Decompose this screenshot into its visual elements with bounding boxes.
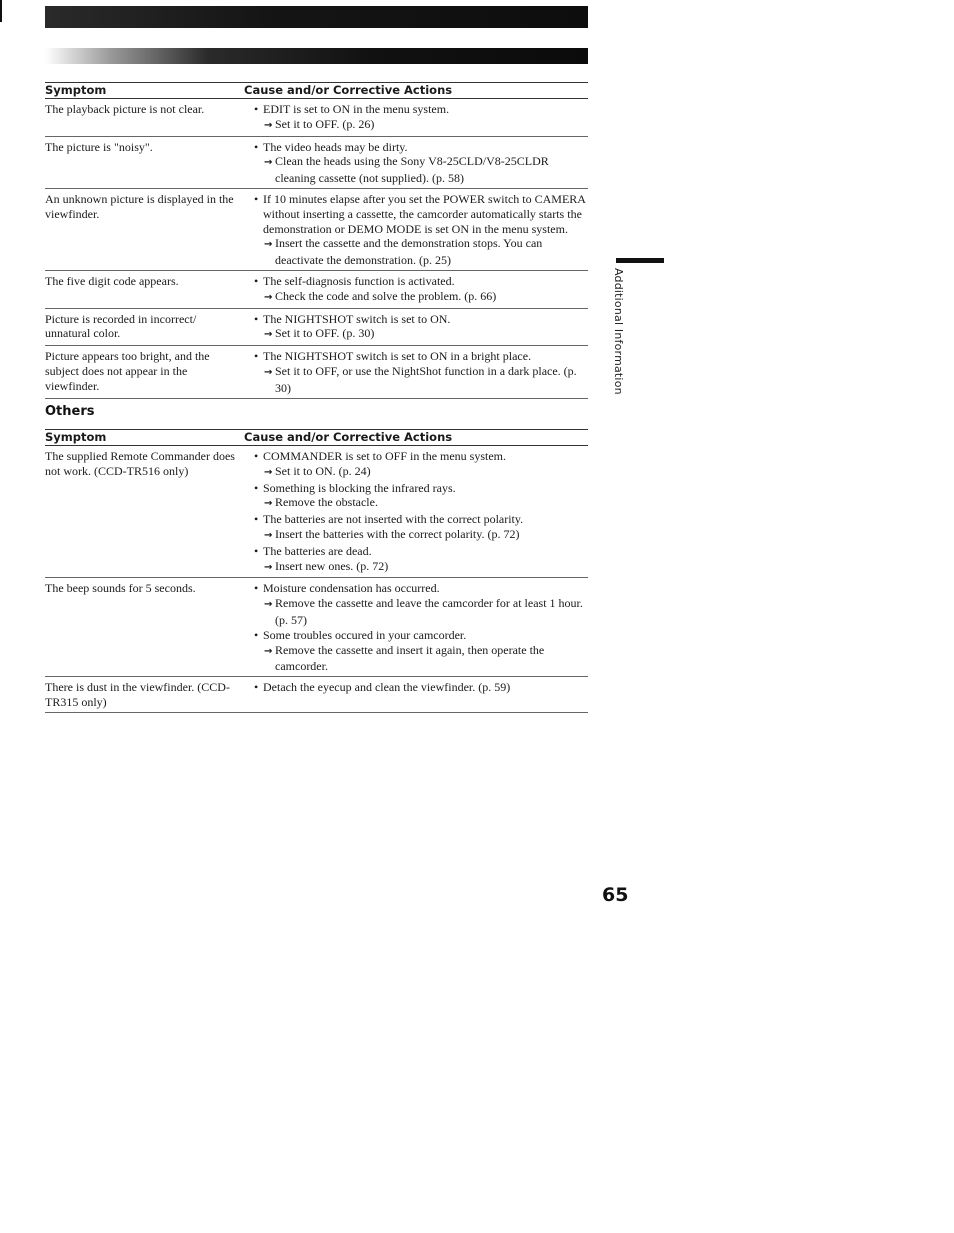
symptom-header: Symptom xyxy=(45,430,244,446)
table-row xyxy=(45,677,588,713)
troubleshooting-table-picture xyxy=(45,82,588,399)
header-sub-banner xyxy=(45,48,588,64)
cause-item xyxy=(254,312,588,327)
cause-text: EDIT is set to ON in the menu system. xyxy=(263,102,450,116)
table-row xyxy=(45,578,588,677)
action-text: Insert the cassette and the demonstration stops. You can deactivate the demonstration. (p. 25) xyxy=(275,236,543,268)
cause-item xyxy=(254,102,588,117)
table-row xyxy=(45,346,588,398)
symptom-header: Symptom xyxy=(45,83,244,99)
cause-list xyxy=(244,102,588,134)
cause-text: Something is blocking the infrared rays. xyxy=(263,480,456,495)
symptom-cell: The picture is "noisy". xyxy=(45,136,244,188)
cause-text: The NIGHTSHOT switch is set to ON. xyxy=(263,311,451,326)
action-text: Insert the batteries with the correct polarity. (p. 72) xyxy=(275,526,520,541)
side-tab-marker xyxy=(616,258,664,263)
section-title-others: Others xyxy=(45,404,95,419)
cause-cell xyxy=(244,136,588,188)
action-text: Set it to OFF. (p. 30) xyxy=(275,326,375,341)
cause-item xyxy=(254,449,588,464)
table-header-row xyxy=(45,83,588,99)
action-text: Clean the heads using the Sony V8-25CLD/V8-25CLDR cleaning cassette (not supplied). (p. 58) xyxy=(275,154,549,186)
symptom-cell: Picture is recorded in incorrect/ unnatural color. xyxy=(45,308,244,346)
action-text: Set it to ON. (p. 24) xyxy=(275,463,371,478)
cause-text: The batteries are dead. xyxy=(263,543,372,558)
cause-list xyxy=(244,581,588,674)
cause-header: Cause and/or Corrective Actions xyxy=(244,83,588,99)
cause-text: The NIGHTSHOT switch is set to ON in a bright place. xyxy=(263,349,532,364)
corrective-action-item xyxy=(254,117,588,134)
cause-item xyxy=(254,512,588,527)
side-tab-label: Additional Information xyxy=(612,268,625,395)
cause-list xyxy=(244,680,588,695)
cause-item xyxy=(254,628,588,643)
cause-list xyxy=(244,349,588,395)
cause-list xyxy=(244,449,588,575)
troubleshooting-table-others xyxy=(45,429,588,713)
page-number: 65 xyxy=(602,884,629,906)
cause-text: Some troubles occured in your camcorder. xyxy=(263,627,467,642)
corrective-action-item xyxy=(254,289,588,306)
cause-item xyxy=(254,192,588,236)
cause-text: COMMANDER is set to OFF in the menu system. xyxy=(263,449,507,463)
cause-header: Cause and/or Corrective Actions xyxy=(244,430,588,446)
cause-item xyxy=(254,544,588,559)
table-header-row xyxy=(45,430,588,446)
corrective-action-item xyxy=(254,464,588,481)
cause-item xyxy=(254,349,588,364)
action-text: Remove the cassette and insert it again, then operate the camcorder. xyxy=(275,642,545,674)
symptom-cell: Picture appears too bright, and the subject does not appear in the viewfinder. xyxy=(45,346,244,398)
cause-cell xyxy=(244,308,588,346)
symptom-cell: There is dust in the viewfinder. (CCD-TR315 only) xyxy=(45,677,244,713)
corrective-action-item xyxy=(254,236,588,268)
cause-cell xyxy=(244,346,588,398)
corrective-action-item xyxy=(254,364,588,396)
symptom-cell: The playback picture is not clear. xyxy=(45,99,244,137)
corrective-action-item xyxy=(254,495,588,512)
corrective-action-item xyxy=(254,596,588,628)
corrective-action-item xyxy=(254,326,588,343)
cause-cell xyxy=(244,188,588,270)
table-row xyxy=(45,308,588,346)
cause-text: The video heads may be dirty. xyxy=(263,139,408,154)
corrective-action-item xyxy=(254,643,588,675)
cause-item xyxy=(254,140,588,155)
corrective-action-item xyxy=(254,527,588,544)
cause-text: The batteries are not inserted with the correct polarity. xyxy=(263,512,524,527)
symptom-cell: An unknown picture is displayed in the viewfinder. xyxy=(45,188,244,270)
table-row xyxy=(45,270,588,308)
cause-list xyxy=(244,312,588,344)
cause-cell xyxy=(244,578,588,677)
cause-item xyxy=(254,481,588,496)
cause-list xyxy=(244,274,588,306)
action-text: Insert new ones. (p. 72) xyxy=(275,558,389,573)
symptom-cell: The beep sounds for 5 seconds. xyxy=(45,578,244,677)
cause-cell xyxy=(244,446,588,578)
table-row xyxy=(45,188,588,270)
table-body xyxy=(45,446,588,713)
cause-text: Detach the eyecup and clean the viewfinder. (p. 59) xyxy=(263,680,511,695)
action-text: Remove the obstacle. xyxy=(275,495,378,510)
cause-list xyxy=(244,192,588,268)
cause-item xyxy=(254,680,588,695)
table-row xyxy=(45,99,588,137)
action-text: Check the code and solve the problem. (p. 66) xyxy=(275,288,497,303)
cause-cell xyxy=(244,99,588,137)
cause-text: If 10 minutes elapse after you set the POWER switch to CAMERA without inserting a cassette, the camcorder automatically starts the demonstration or DEMO MODE is set ON in the menu system. xyxy=(263,191,586,236)
cause-cell xyxy=(244,677,588,713)
cause-cell xyxy=(244,270,588,308)
symptom-cell: The five digit code appears. xyxy=(45,270,244,308)
edge-mark xyxy=(0,0,2,22)
cause-text: The self-diagnosis function is activated. xyxy=(263,273,455,288)
cause-item xyxy=(254,274,588,289)
symptom-cell: The supplied Remote Commander does not work. (CCD-TR516 only) xyxy=(45,446,244,578)
table-body xyxy=(45,99,588,399)
corrective-action-item xyxy=(254,154,588,186)
header-banner xyxy=(45,6,588,28)
cause-list xyxy=(244,140,588,186)
table-row xyxy=(45,446,588,578)
action-text: Set it to OFF. (p. 26) xyxy=(275,116,375,131)
cause-item xyxy=(254,581,588,596)
action-text: Remove the cassette and leave the camcorder for at least 1 hour. (p. 57) xyxy=(275,596,583,627)
corrective-action-item xyxy=(254,559,588,576)
cause-text: Moisture condensation has occurred. xyxy=(263,581,440,596)
action-text: Set it to OFF, or use the NightShot function in a dark place. (p. 30) xyxy=(275,363,577,395)
table-row xyxy=(45,136,588,188)
